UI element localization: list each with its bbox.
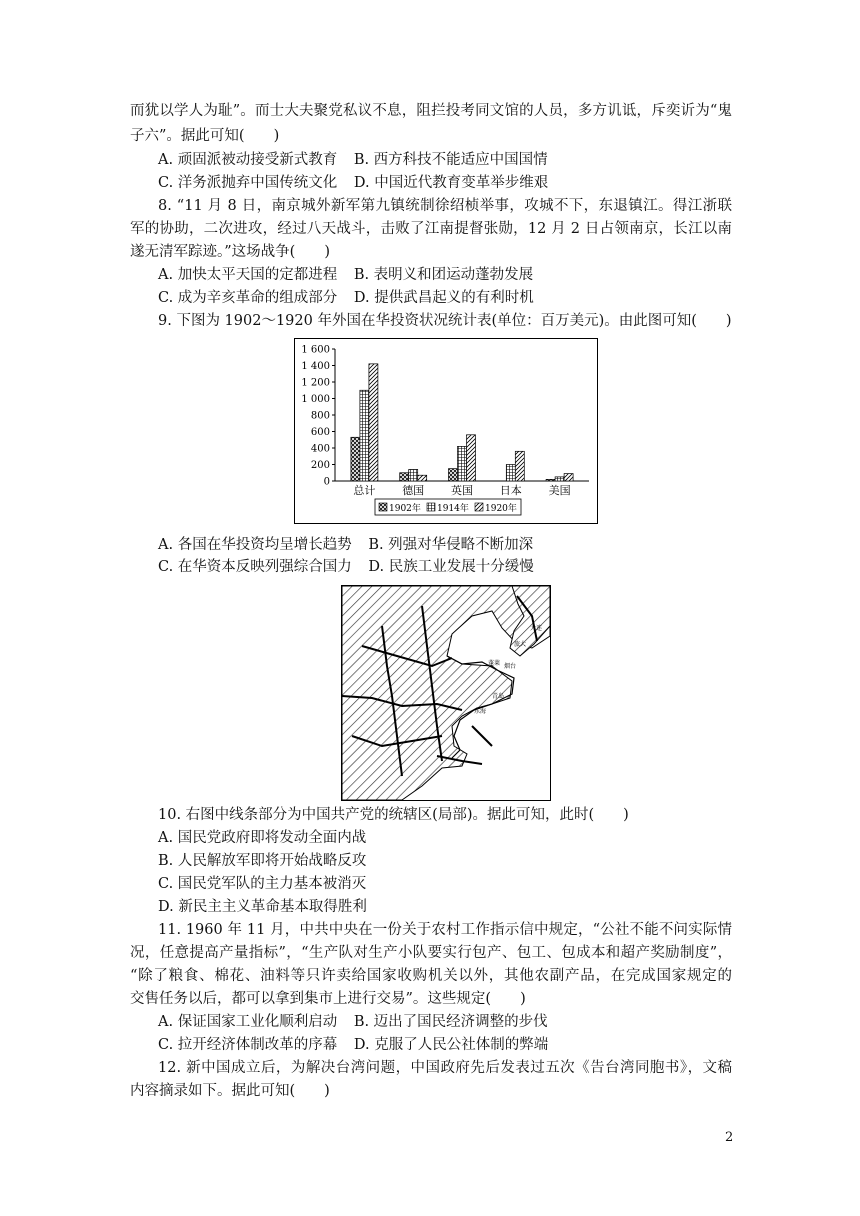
q9-options-row-1 — [158, 535, 533, 555]
investment-bar-chart — [294, 338, 598, 524]
chart-bar — [351, 437, 360, 481]
chart-legend — [375, 499, 521, 515]
q8-option-a[interactable]: A. 加快太平天国的定都进程 — [158, 267, 338, 283]
page-number: 2 — [725, 1130, 734, 1145]
chart-category-label: 德国 — [402, 484, 425, 497]
q11-line-3: “除了粮食、棉花、油料等只许卖给国家收购机关以外，其他农副产品，在完成国家规定的 — [130, 968, 732, 984]
chart-legend-label: 1914年 — [437, 504, 469, 514]
map-label-donghai: 东海 — [474, 708, 487, 715]
chart-bar — [555, 477, 564, 481]
chart-bar — [458, 446, 467, 481]
map-label-penglai: 蓬莱 — [488, 660, 501, 667]
chart-y-tick-label: 1 000 — [301, 394, 330, 405]
map-label-yantai: 烟台 — [504, 663, 517, 670]
chart-bar — [467, 435, 476, 481]
q7-options-row-1 — [158, 150, 548, 170]
chart-bar — [360, 390, 369, 481]
chart-bar — [564, 474, 573, 481]
q7-options-row-2 — [158, 173, 548, 193]
chart-category-label: 英国 — [451, 484, 473, 497]
chart-svg — [295, 339, 597, 523]
q8-line-3: 遂无清军踪迹。”这场战争( ) — [130, 244, 330, 260]
map-hatched-region — [342, 586, 550, 800]
chart-bar — [369, 364, 378, 481]
q8-option-c[interactable]: C. 成为辛亥革命的组成部分 — [158, 290, 338, 306]
q11-option-c[interactable]: C. 拉开经济体制改革的序幕 — [158, 1037, 338, 1053]
q10-option-a[interactable]: A. 国民党政府即将发动全面内战 — [158, 830, 367, 846]
q9-option-d[interactable]: D. 民族工业发展十分缓慢 — [368, 559, 534, 575]
q10-option-d[interactable]: D. 新民主主义革命基本取得胜利 — [158, 899, 367, 915]
q8-options-row-2 — [158, 288, 534, 308]
chart-bars — [351, 364, 573, 481]
q9-option-a[interactable]: A. 各国在华投资均呈增长趋势 — [158, 537, 352, 553]
q9-line-1: 9. 下图为 1902～1920 年外国在华投资状况统计表(单位：百万美元)。由此图可知( ) — [158, 313, 732, 329]
q11-line-4: 交售任务以后，都可以拿到集市上进行交易”。这些规定( ) — [130, 991, 526, 1007]
q7-option-b[interactable]: B. 西方科技不能适应中国国情 — [353, 152, 548, 168]
q9-option-c[interactable]: C. 在华资本反映列强综合国力 — [158, 559, 352, 575]
q12-line-1: 12. 新中国成立后，为解决台湾问题，中国政府先后发表过五次《告台湾同胞书》，文稿 — [158, 1060, 732, 1076]
chart-y-tick-label: 600 — [310, 427, 330, 438]
chart-bar — [409, 469, 418, 481]
chart-bar — [506, 465, 515, 482]
chart-legend-label: 1920年 — [485, 504, 517, 514]
chart-y-tick-label: 1 400 — [301, 361, 330, 372]
chart-category-label: 日本 — [499, 484, 522, 497]
chart-category-label: 总计 — [353, 484, 376, 497]
q12-line-2: 内容摘录如下。据此可知( ) — [130, 1083, 330, 1099]
chart-y-tick-label: 800 — [310, 410, 330, 422]
chart-y-tick-label: 1 200 — [301, 377, 330, 389]
q11-option-a[interactable]: A. 保证国家工业化顺利启动 — [158, 1014, 338, 1030]
map-svg — [342, 586, 550, 800]
chart-bar — [418, 475, 427, 481]
chart-axes — [301, 345, 589, 488]
q11-line-2: 况，任意提高产量指标”，“生产队对生产小队要实行包产、包工、包成本和超产奖励制度”， — [130, 945, 732, 961]
q10-option-b[interactable]: B. 人民解放军即将开始战略反攻 — [158, 853, 367, 869]
chart-y-tick-label: 1 600 — [301, 344, 330, 356]
map-label-luda: 旅大 — [514, 641, 527, 648]
chart-category-label: 美国 — [548, 484, 571, 497]
q7-line-2: 子六”。据此可知( ) — [130, 128, 280, 144]
chart-x-labels — [353, 483, 570, 497]
chart-bar — [449, 469, 458, 481]
cpc-territory-map — [341, 585, 551, 801]
map-label-dalian: 大连 — [530, 625, 543, 632]
chart-bar — [546, 479, 555, 481]
q8-line-1: 8. “11 月 8 日，南京城外新军第九镇统制徐绍桢举事，攻城不下，东退镇江。得江浙联 — [158, 198, 732, 214]
chart-legend-label: 1902年 — [389, 504, 421, 514]
chart-legend-swatch — [475, 503, 483, 511]
q11-option-b[interactable]: B. 迈出了国民经济调整的步伐 — [353, 1014, 548, 1030]
chart-bar — [515, 451, 524, 481]
q7-option-a[interactable]: A. 顽固派被动接受新式教育 — [158, 152, 338, 168]
q8-option-d[interactable]: D. 提供武昌起义的有利时机 — [353, 290, 534, 306]
q10-option-c[interactable]: C. 国民党军队的主力基本被消灭 — [158, 876, 367, 892]
q8-option-b[interactable]: B. 表明义和团运动蓬勃发展 — [353, 267, 534, 283]
q7-line-1: 而犹以学人为耻”。而士大夫聚党私议不息，阻拦投考同文馆的人员，多方讥诋，斥奕䜣为“鬼 — [130, 103, 732, 119]
q10-line-1: 10. 右图中线条部分为中国共产党的统辖区(局部)。据此可知，此时( ) — [158, 807, 629, 823]
q11-options-row-1 — [158, 1012, 548, 1032]
chart-legend-swatch — [427, 503, 435, 511]
q11-option-d[interactable]: D. 克服了人民公社体制的弊端 — [353, 1037, 549, 1053]
q11-line-1: 11. 1960 年 11 月，中共中央在一份关于农村工作指示信中规定，“公社不能不问实际情 — [158, 922, 732, 938]
q8-line-2: 军的协助，二次进攻，经过八天战斗，击败了江南提督张勋，12 月 2 日占领南京，长江以南 — [130, 221, 732, 237]
chart-y-tick-label: 200 — [310, 460, 330, 471]
q9-option-b[interactable]: B. 列强对华侵略不断加深 — [368, 537, 534, 553]
chart-legend-swatch — [379, 503, 387, 511]
q8-options-row-1 — [158, 265, 533, 285]
q11-options-row-2 — [158, 1035, 548, 1055]
map-label-qingdao: 青岛 — [492, 693, 505, 700]
q9-options-row-2 — [158, 557, 534, 577]
chart-bar — [400, 473, 409, 481]
q7-option-c[interactable]: C. 洋务派抛弃中国传统文化 — [158, 175, 338, 191]
chart-y-tick-label: 0 — [323, 476, 330, 488]
chart-y-tick-label: 400 — [310, 443, 330, 455]
q7-option-d[interactable]: D. 中国近代教育变革举步维艰 — [353, 175, 549, 191]
